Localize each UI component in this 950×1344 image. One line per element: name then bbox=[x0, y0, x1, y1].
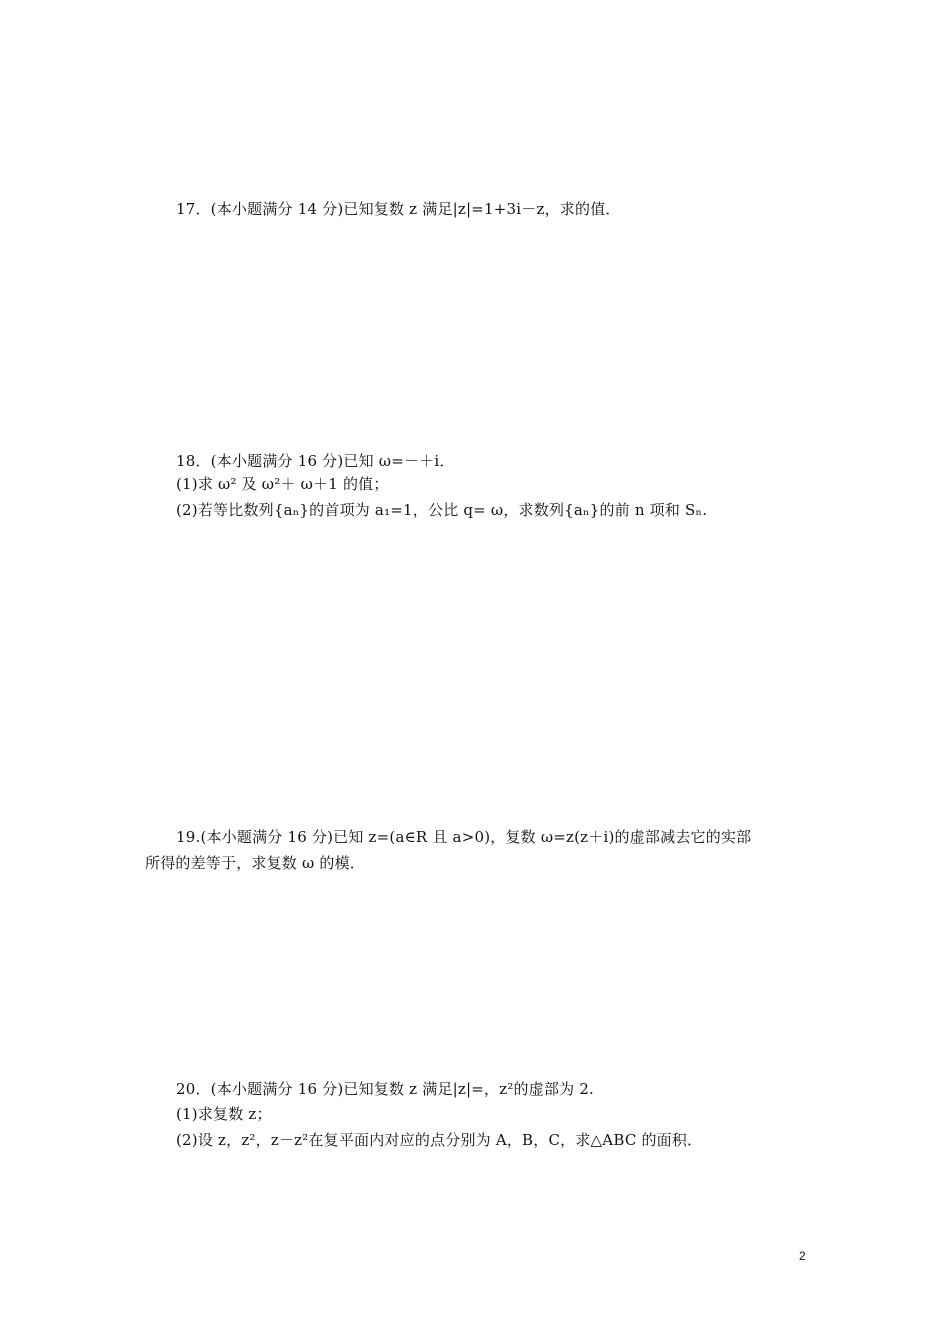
problem-20-statement: 20．(本小题满分 16 分)已知复数 z 满足|z|=，z²的虚部为 2. bbox=[176, 1080, 595, 1098]
problem-19-statement: 19.(本小题满分 16 分)已知 z=(a∈R 且 a>0)，复数 ω=z(z＋i)的虚部减去它的实部 bbox=[176, 828, 752, 846]
problem-20-part-2: (2)设 z，z²，z－z²在复平面内对应的点分别为 A，B，C，求△ABC 的面积． bbox=[176, 1131, 703, 1149]
problem-19-statement-continued: 所得的差等于，求复数 ω 的模． bbox=[145, 854, 365, 872]
page-number: 2 bbox=[799, 1249, 806, 1263]
problem-17-statement: 17．(本小题满分 14 分)已知复数 z 满足|z|=1+3i－z，求的值． bbox=[176, 200, 621, 218]
problem-18-part-2: (2)若等比数列{aₙ}的首项为 a₁=1，公比 q= ω，求数列{aₙ}的前 n 项和 Sₙ. bbox=[176, 501, 708, 519]
problem-18-statement: 18．(本小题满分 16 分)已知 ω=－＋i． bbox=[176, 452, 455, 470]
problem-20-part-1: (1)求复数 z； bbox=[176, 1105, 272, 1123]
problem-18-part-1: (1)求 ω² 及 ω²＋ ω＋1 的值； bbox=[176, 475, 389, 493]
